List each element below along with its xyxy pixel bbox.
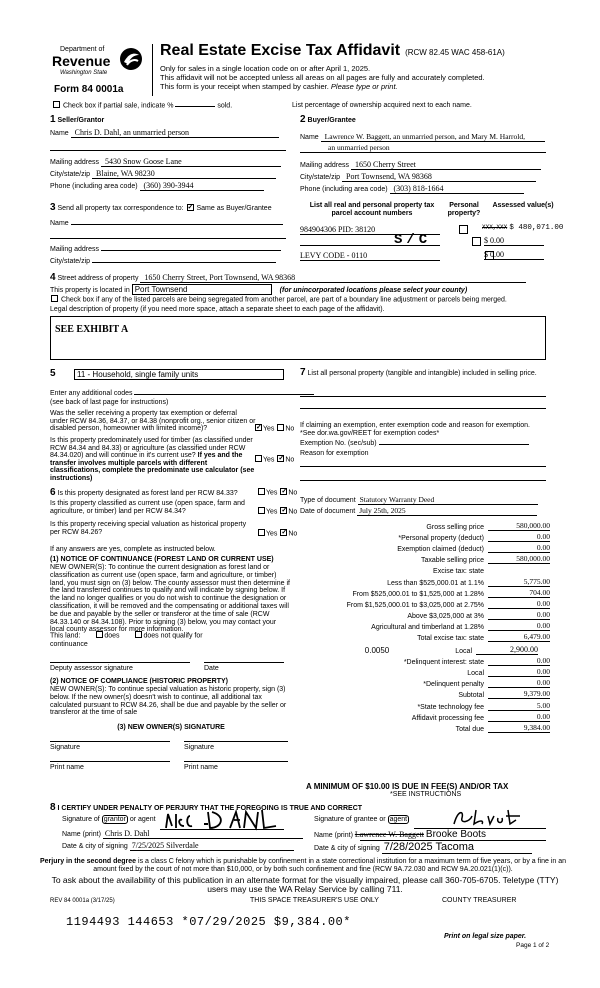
current-use-yes-checkbox[interactable] (258, 507, 265, 514)
form-title-ref: (RCW 82.45 WAC 458-61A) (405, 48, 505, 57)
grantor-date-label: Date & city of signing (62, 843, 128, 850)
seller-phone-label: Phone (including area code) (50, 183, 138, 190)
subtitle-3-italic: Please type or print. (330, 82, 398, 91)
sec6-q1: Is this property designated as forest land per RCW 84.33? (57, 490, 238, 497)
tax-row (300, 575, 550, 586)
grantee-date-field[interactable]: 7/28/2025 Tacoma (382, 841, 532, 854)
dept-line3: Washington State (60, 70, 108, 76)
list-percentage-note: List percentage of ownership acquired next to each name. (292, 102, 472, 109)
tax-row (300, 587, 550, 598)
parcel-row-2[interactable] (300, 245, 440, 246)
tax-row (300, 699, 550, 710)
tax-row-label: Above $3,025,000 at 3% (407, 612, 484, 620)
buyer-name-field[interactable]: Lawrence W. Baggett, an unmarried person, and Mary M. Harrold, (321, 132, 545, 142)
reason-line-1[interactable] (300, 466, 546, 467)
local-rate: 0.0050 (364, 646, 390, 656)
buyer-city-field[interactable]: Port Townsend, WA 98368 (342, 172, 536, 182)
tax-row (300, 688, 550, 699)
does-not-checkbox[interactable] (135, 631, 142, 638)
sec6-q3: Is this property receiving special valuation as historical property per RCW 84.26? (50, 521, 247, 536)
seller-name-row (50, 128, 286, 138)
buyer-phone-field[interactable]: (303) 818-1664 (390, 184, 524, 194)
current-use-no-checkbox[interactable] (280, 507, 287, 514)
perjury-text: is a class C felony which is punishable by confinement in a state correctional institution for a maximum term of five years, or by a fine in an amount fixed by the court of not more than $10,000, or by both such confinement and fine (RCW 9A.72.030 and RCW 9A.20.021(1)(c)). (93, 858, 567, 873)
current-use-no-label: No (288, 508, 298, 516)
tax-row-value[interactable]: 5,775.00 (488, 577, 550, 587)
owner-print-label-1: Print name (50, 764, 84, 771)
tax-table (300, 520, 550, 733)
sec5-q2b: If yes and the transfer involves multiple parcels with different classifications, complete the predominate use calculator (see instructions) (50, 452, 255, 482)
sec3-mailing-field[interactable] (101, 250, 281, 251)
sec7-text: List all personal property (tangible and intangible) included in selling price. (307, 370, 537, 377)
tax-row-value[interactable]: 580,000.00 (488, 554, 550, 564)
tax-row-value[interactable]: 0.00 (488, 610, 550, 620)
q2-yes-checkbox[interactable] (255, 455, 262, 462)
form-title: Real Estate Excise Tax Affidavit (160, 42, 401, 59)
owner-print-label-2: Print name (184, 764, 218, 771)
sec6-q2: Is this property classified as current use (open space, farm and agriculture, or timber) land per RCW 84.34? (50, 500, 245, 515)
legal-paper-note: Print on legal size paper. (444, 933, 527, 940)
tax-row (300, 531, 550, 542)
sec3-name-field[interactable] (71, 224, 283, 225)
tax-row-label: Less than $525,000.01 at 1.1% (387, 579, 484, 587)
grantor-name-label: Name (print) (62, 831, 101, 838)
tax-row-value[interactable]: 0.00 (488, 656, 550, 666)
sec5-q2a: Is this property predominately used for timber (as classified under RCW 84.34 and 84.33) or agriculture (as classified under RCW 84.34.020) and will continue in it's current use? (50, 437, 253, 459)
sec6-number: 6 (50, 487, 56, 498)
forest-no-label: No (288, 489, 298, 497)
tax-row-label: Exemption claimed (deduct) (397, 546, 484, 554)
grantee-date-label: Date & city of signing (314, 845, 380, 852)
perjury-bold: Perjury in the second degree (39, 858, 137, 865)
tax-row (300, 711, 550, 722)
grantor-box[interactable]: grantor (103, 816, 126, 823)
cashier-stamp: 1194493 144653 *07/29/2025 $9,384.00* (66, 915, 351, 929)
buyer-name-label: Name (300, 134, 319, 141)
deputy-signature-line[interactable] (50, 662, 190, 663)
notice-compliance-text: NEW OWNER(S): To continue special valuation as historic property, sign (3) below. If the new owner(s) doesn't wish to continue, all additional tax calculated pursuant to RCW 84.26, shall be due and payable by the seller or transferor at the time of sale (50, 686, 287, 717)
seller-phone-field[interactable]: (360) 390-3944 (140, 181, 264, 191)
owner-signature-line-1[interactable] (50, 741, 170, 742)
historic-no-checkbox[interactable] (280, 529, 287, 536)
form-revision: REV 84 0001a (3/17/25) (50, 898, 115, 904)
buyer-mailing-label: Mailing address (300, 162, 350, 169)
personal-property-line-1[interactable] (300, 396, 546, 397)
parcel-row-1[interactable]: 984904306 PID: 38120 (300, 225, 440, 235)
sec3-name-label: Name (50, 220, 69, 227)
tax-row-value[interactable]: 0.00 (488, 532, 550, 542)
does-checkbox[interactable] (96, 631, 103, 638)
exemption-no-label: Exemption No. (sec/sub) (300, 440, 377, 447)
subtitle-2: This affidavit will not be accepted unless all areas on all pages are fully and accurately completed. (160, 73, 485, 82)
assessed-value-1-prefix: XXX,XXX (482, 224, 508, 231)
grantor-or-agent-label: or agent (129, 816, 156, 823)
grantee-name-label: Name (print) (314, 832, 353, 839)
historic-yes-label: Yes (266, 530, 278, 538)
addl-codes-hint: (see back of last page for instructions) (50, 399, 169, 406)
tax-row-label: *Personal property (deduct) (398, 535, 484, 543)
tax-row-value[interactable]: 0.00 (488, 621, 550, 631)
deputy-date-label: Date (204, 665, 219, 672)
sec5-q1: Was the seller receiving a property tax exemption or deferral under RCW 84.36, 84.37, or 84.38 (nonprofit org., senior citizen or disabled person, homeowner with limited income)? (50, 410, 256, 432)
tax-row-label: Agricultural and timberland at 1.28% (371, 623, 484, 631)
seller-mailing-label: Mailing address (50, 159, 100, 166)
sec7-number: 7 (300, 367, 306, 378)
forest-yes-checkbox[interactable] (258, 488, 265, 495)
reason-label: Reason for exemption (300, 450, 369, 457)
sec6-q4: If any answers are yes, complete as instructed below. (50, 546, 216, 553)
tax-row (300, 609, 550, 620)
historic-no-label: No (288, 530, 298, 538)
tax-row-value[interactable]: 9,384.00 (488, 723, 550, 733)
tax-row-label: Excise tax: state (433, 568, 484, 576)
tax-row (300, 553, 550, 564)
partial-sale-label: Check box if partial sale, indicate % (62, 102, 174, 110)
teletype-text: To ask about the availability of this publication in an alternate format for the visually impaired, please call 360-705-6705. Teletype (TTY) users may use the WA Relay Service by calling 711. (51, 875, 559, 894)
q1-yes-label: Yes (263, 425, 275, 433)
legal-desc-label: Legal description of property (if you need more space, attach a separate sheet to each page of the affidavit). (50, 306, 385, 313)
tax-row (300, 677, 550, 688)
tax-row-label: Affidavit processing fee (411, 714, 484, 722)
tax-row (300, 564, 550, 575)
tax-row (300, 655, 550, 666)
owner-print-line-1[interactable] (50, 761, 170, 762)
personal-property-line-2[interactable] (300, 408, 546, 409)
tax-row-value[interactable]: 580,000.00 (488, 521, 550, 531)
sec2-heading: Buyer/Grantee (307, 117, 356, 124)
seller-name-line2 (50, 150, 286, 151)
forest-yes-label: Yes (266, 489, 278, 497)
sec3-same-label: Same as Buyer/Grantee (196, 205, 272, 212)
notice-continuance-heading: (1) NOTICE OF CONTINUANCE (FOREST LAND OR CURRENT USE) (50, 556, 274, 563)
tax-row-value[interactable]: 6,479.00 (488, 632, 550, 642)
legal-desc-box[interactable] (50, 316, 546, 360)
tax-row-label: Subtotal (458, 692, 484, 700)
location-select[interactable]: Port Townsend (132, 284, 272, 295)
tax-row-label: *State technology fee (417, 703, 484, 711)
sec5-number: 5 (50, 368, 56, 379)
owner-signature-line-2[interactable] (184, 741, 288, 742)
q1-yes-checkbox[interactable] (255, 424, 262, 431)
tax-row-label: Taxable selling price (420, 557, 484, 565)
q2-yes-label: Yes (263, 456, 275, 464)
parcel-row-3[interactable]: LEVY CODE - 0110 (300, 251, 440, 261)
certify-text: I CERTIFY UNDER PENALTY OF PERJURY THAT THE FOREGOING IS TRUE AND CORRECT (57, 805, 363, 812)
sec3-city-label: City/state/zip (50, 258, 91, 265)
sec3-city-field[interactable] (92, 262, 276, 263)
minimum-due-note: A MINIMUM OF $10.00 IS DUE IN FEE(S) AND/OR TAX (306, 782, 509, 791)
tax-row-label: Local (467, 670, 484, 678)
current-use-yes-label: Yes (266, 508, 278, 516)
tax-row-label: From $525,000.01 to $1,525,000 at 1.28% (352, 590, 484, 598)
tax-row (300, 542, 550, 553)
deputy-date-line[interactable] (204, 662, 284, 663)
personal-checkbox-1[interactable] (459, 225, 468, 234)
doc-date-label: Date of document (300, 508, 356, 515)
this-land-label: This land: (50, 632, 81, 640)
q2-no-checkbox[interactable] (277, 455, 284, 462)
partial-sold-label: sold. (217, 102, 233, 110)
sec8-number: 8 (50, 802, 56, 813)
page-number: Page 1 of 2 (516, 942, 550, 949)
land-use-code-select[interactable]: 11 - Household, single family units (74, 369, 284, 380)
legal-desc-value: SEE EXHIBIT A (55, 324, 129, 335)
grantor-date-field[interactable]: 7/25/2025 Silverdale (130, 841, 294, 851)
deputy-signature-label: Deputy assessor signature (50, 665, 133, 672)
tax-row-value[interactable]: 704.00 (488, 588, 550, 598)
tax-row-label: *Delinquent penalty (423, 681, 484, 689)
seller-name-label: Name (50, 130, 69, 137)
tax-row-value[interactable]: 0.00 (488, 599, 550, 609)
buyer-name-field-2[interactable]: an unmarried person (300, 143, 546, 153)
doc-type-field[interactable]: Statutory Warranty Deed (358, 495, 538, 505)
seller-city-label: City/state/zip (50, 171, 91, 178)
continuance-label: continuance (50, 641, 88, 648)
buyer-phone-label: Phone (including area code) (300, 186, 388, 193)
segregated-checkbox[interactable] (51, 295, 58, 302)
notice-continuance-text: NEW OWNER(S): To continue the current designation as forest land or classification as current use (open space, farm and agriculture, or timber) land, you must sign on (3) below. The county assessor must then determine if the land transferred continues to qualify and will indicate by signing below. If the land no longer qualifies or you do not wish to continue the designation or classification, it will be removed and the compensating or additional taxes will be due and payable by the seller or transferor at the time of sale (RCW 84.33.140 or 84.34.108). Prior to signing (3) below, you may contact your local county assessor for more information. (50, 564, 290, 634)
reason-line-2[interactable] (300, 480, 546, 481)
grantor-name-field[interactable]: Chris D. Dahl (103, 829, 303, 839)
tax-row-value[interactable]: 0.00 (488, 543, 550, 553)
grantee-name-struck: Lawrence W. Baggett (354, 830, 424, 839)
tax-row (300, 666, 550, 677)
header-divider (152, 44, 153, 96)
exemption-text: If claiming an exemption, enter exemption code and reason for exemption. *See dor.wa.gov/REET for exemption codes* (300, 422, 530, 437)
doc-date-field[interactable]: July 25th, 2025 (357, 506, 537, 516)
does-not-label: does not qualify for (143, 632, 203, 640)
grantee-signature[interactable] (450, 806, 530, 828)
addl-codes-label: Enter any additional codes (50, 390, 133, 397)
unincorp-note: (for unincorporated locations please select your county) (279, 287, 468, 294)
doc-type-label: Type of document (300, 497, 356, 504)
sec3-mailing-label: Mailing address (50, 246, 100, 253)
forest-no-checkbox[interactable] (280, 488, 287, 495)
sec4-number: 4 (50, 272, 56, 283)
q2-no-label: No (285, 456, 295, 464)
owner-signature-label-2: Signature (184, 744, 214, 751)
tax-row-value[interactable]: 0.00 (488, 667, 550, 677)
sec3-text: Send all property tax correspondence to: (57, 205, 184, 212)
seller-mailing-field[interactable]: 5430 Snow Goose Lane (101, 157, 281, 167)
owner-print-line-2[interactable] (184, 761, 288, 762)
subtitle-3: This form is your receipt when stamped by cashier. (160, 82, 329, 91)
same-as-buyer-checkbox[interactable] (187, 204, 194, 211)
addl-codes-field[interactable] (134, 394, 314, 395)
sec1-heading: Seller/Grantor (57, 117, 105, 124)
tax-row-label: From $1,525,000.01 to $3,025,000 at 2.75% (346, 601, 484, 609)
tax-row (300, 722, 550, 733)
tax-row-label: *Delinquent interest: state (403, 659, 484, 667)
tax-row (300, 598, 550, 609)
sec3-name-line2 (50, 238, 286, 239)
assessed-value-1-row (482, 222, 582, 232)
county-treasurer: COUNTY TREASURER (442, 897, 517, 904)
assessed-value-1[interactable]: $ 480,071.00 (509, 224, 564, 232)
local-value[interactable]: 2,900.00 (476, 645, 538, 655)
tax-row-label: Total excise tax: state (417, 635, 484, 643)
tax-row-value[interactable]: 5.00 (488, 701, 550, 711)
grantor-signature-label: Signature of (62, 816, 100, 823)
grantee-name-field[interactable]: Brooke Boots (425, 829, 486, 840)
personal-col-header: Personal property? (447, 202, 481, 217)
subtitle-1: Only for sales in a single location code on or after April 1, 2025. (160, 64, 371, 73)
agent-box[interactable]: agent (389, 816, 408, 823)
q1-no-label: No (285, 425, 295, 433)
dept-line1: Department of (60, 46, 105, 53)
street-address-field[interactable]: 1650 Cherry Street, Port Townsend, WA 98368 (140, 273, 526, 283)
tax-row-value[interactable]: 0.00 (488, 712, 550, 722)
buyer-city-label: City/state/zip (300, 174, 341, 181)
grantee-signature-label: Signature of grantee or (314, 816, 386, 823)
notice-compliance-heading: (2) NOTICE OF COMPLIANCE (HISTORIC PROPERTY) (50, 678, 228, 685)
sec2-number: 2 (300, 114, 306, 125)
assessed-value-2[interactable]: $ 0.00 (484, 236, 544, 246)
q1-no-checkbox[interactable] (277, 424, 284, 431)
revenue-logo-icon (118, 46, 144, 72)
owner-signature-label-1: Signature (50, 744, 80, 751)
tax-row (300, 520, 550, 531)
new-owner-signature-heading: (3) NEW OWNER(S) SIGNATURE (117, 724, 225, 731)
tax-row (300, 620, 550, 631)
historic-yes-checkbox[interactable] (258, 529, 265, 536)
local-label: Local (455, 648, 472, 656)
located-in-label: This property is located in (50, 287, 130, 294)
tax-row-value[interactable]: 0.00 (488, 678, 550, 688)
segregated-label: Check box if any of the listed parcels are being segregated from another parcel, are part of a boundary line adjustment or parcels being merged. (60, 296, 507, 304)
tax-row (300, 631, 550, 642)
dept-line2: Revenue (52, 53, 111, 69)
assessed-value-3[interactable]: $ 0.00 (484, 250, 544, 260)
treasurer-only: THIS SPACE TREASURER'S USE ONLY (250, 897, 379, 904)
tax-row-label: Total due (455, 725, 484, 733)
assessed-col-header: Assessed value(s) (492, 202, 554, 209)
seller-city-field[interactable]: Blaine, WA 98230 (92, 169, 276, 179)
partial-sale-checkbox[interactable] (53, 101, 60, 108)
see-instructions: *SEE INSTRUCTIONS (390, 791, 462, 798)
sec3-number: 3 (50, 202, 56, 213)
tax-row-label: Gross selling price (426, 524, 484, 532)
personal-checkbox-2[interactable] (472, 237, 481, 246)
tax-row-value[interactable]: 9,379.00 (488, 689, 550, 699)
sc-stamp: S/C (394, 232, 432, 248)
exemption-no-field[interactable] (379, 444, 529, 445)
form-number: Form 84 0001a (54, 84, 124, 95)
street-address-label: Street address of property (57, 275, 139, 282)
seller-name-field[interactable]: Chris D. Dahl, an unmarried person (71, 128, 279, 138)
buyer-mailing-field[interactable]: 1650 Cherry Street (351, 160, 541, 170)
parcel-col-header: List all real and personal property tax parcel account numbers (309, 202, 435, 217)
sec1-number: 1 (50, 114, 56, 125)
does-label: does (104, 632, 120, 640)
